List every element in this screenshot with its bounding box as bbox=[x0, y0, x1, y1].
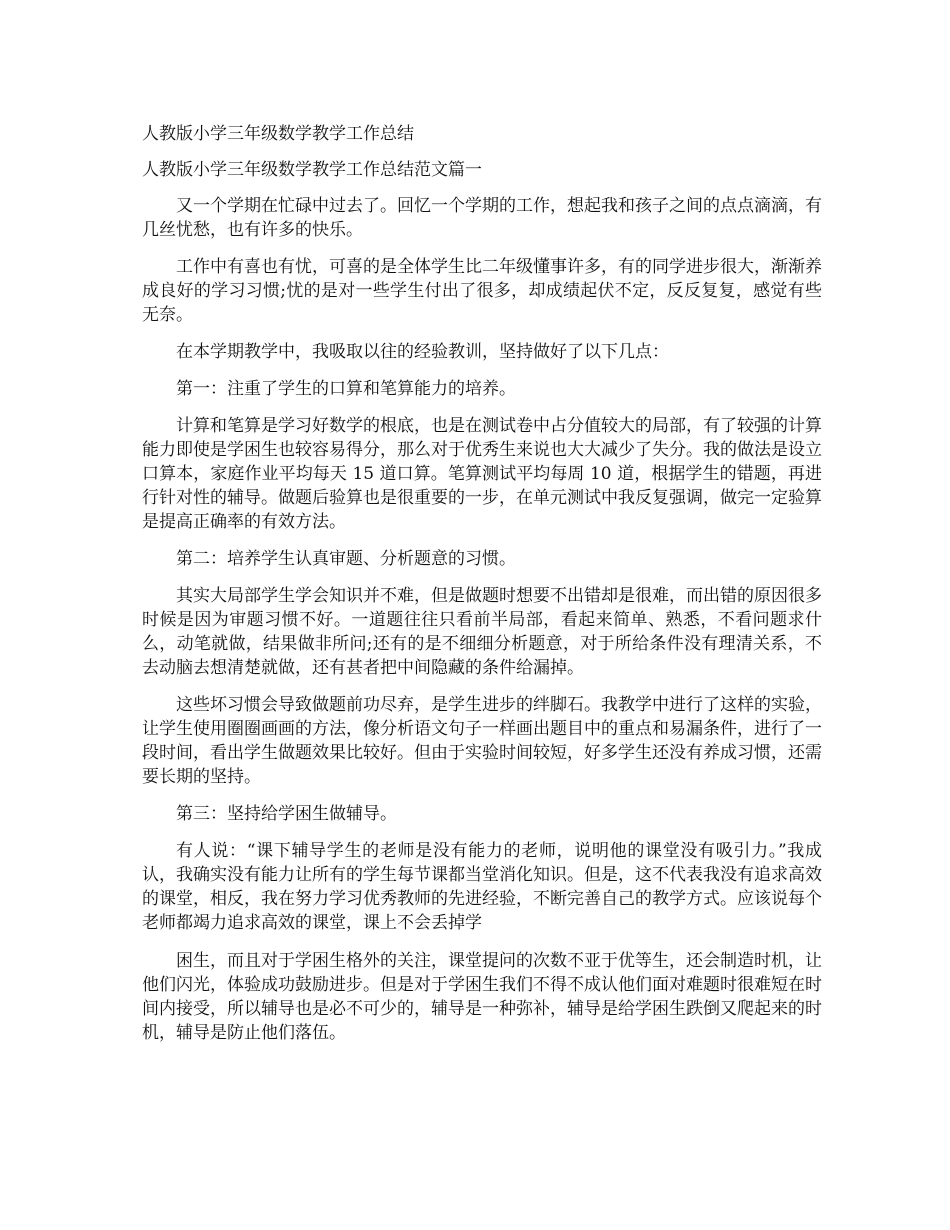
paragraph-2: 工作中有喜也有忧，可喜的是全体学生比二年级懂事许多，有的同学进步很大，渐渐养成良好的学习习惯;忧的是对一些学生付出了很多，却成绩起伏不定，反反复复，感觉有些无奈。 bbox=[142, 257, 822, 325]
section-heading-2: 第二：培养学生认真审题、分析题意的习惯。 bbox=[176, 549, 516, 569]
paragraph-7: 有人说：“课下辅导学生的老师是没有能力的老师，说明他的课堂没有吸引力。”我成认，我确实没有能力让所有的学生每节课都当堂消化知识。但是，这不代表我没有追求高效的课堂，相反，我在努力学习优秀教师的先进经验，不断完善自己的教学方式。应该说每个老师都竭力追求高效的课堂，课上不会丢掉学 bbox=[142, 841, 822, 933]
document-body bbox=[142, 122, 822, 1058]
paragraph-1: 又一个学期在忙碌中过去了。回忆一个学期的工作，想起我和孩子之间的点点滴滴，有几丝忧愁，也有许多的快乐。 bbox=[142, 196, 822, 240]
paragraph-6: 这些坏习惯会导致做题前功尽弃，是学生进步的绊脚石。我教学中进行了这样的实验，让学生使用圈圈画画的方法，像分析语文句子一样画出题目中的重点和易漏条件，进行了一段时间，看出学生做题效果比较好。但由于实验时间较短，好多学生还没有养成习惯，还需要长期的坚持。 bbox=[142, 695, 822, 787]
paragraph-3: 在本学期教学中，我吸取以往的经验教训，坚持做好了以下几点： bbox=[176, 342, 669, 362]
paragraph-8: 困生，而且对于学困生格外的关注，课堂提问的次数不亚于优等生，还会制造时机，让他们闪光，体验成功鼓励进步。但是对于学困生我们不得不成认他们面对难题时很难短在时间内接受，所以辅导也是必不可少的，辅导是一种弥补，辅导是给学困生跌倒又爬起来的时机，辅导是防止他们落伍。 bbox=[142, 951, 822, 1043]
document-subtitle: 人教版小学三年级数学教学工作总结范文篇一 bbox=[142, 160, 482, 180]
paragraph-4: 计算和笔算是学习好数学的根底，也是在测试卷中占分值较大的局部，有了较强的计算能力即使是学困生也较容易得分，那么对于优秀生来说也大大减少了失分。我的做法是设立口算本，家庭作业平均每天 15 道口算。笔算测试平均每周 10 道，根据学生的错题，再进行针对性的辅导。做题后验算也是很重要的一步，在单元测试中我反复强调，做完一定验算是提高正确率的有效方法。 bbox=[142, 416, 822, 532]
section-heading-1: 第一：注重了学生的口算和笔算能力的培养。 bbox=[176, 379, 516, 399]
document-title: 人教版小学三年级数学教学工作总结 bbox=[142, 124, 414, 144]
paragraph-5: 其实大局部学生学会知识并不难，但是做题时想要不出错却是很难，而出错的原因很多时候是因为审题习惯不好。一道题往往只看前半局部，看起来简单、熟悉，不看问题求什么，动笔就做，结果做非所问;还有的是不细细分析题意，对于所给条件没有理清关系，不去动脑去想清楚就做，还有甚者把中间隐藏的条件给漏掉。 bbox=[142, 586, 822, 678]
section-heading-3: 第三：坚持给学困生做辅导。 bbox=[176, 804, 397, 824]
